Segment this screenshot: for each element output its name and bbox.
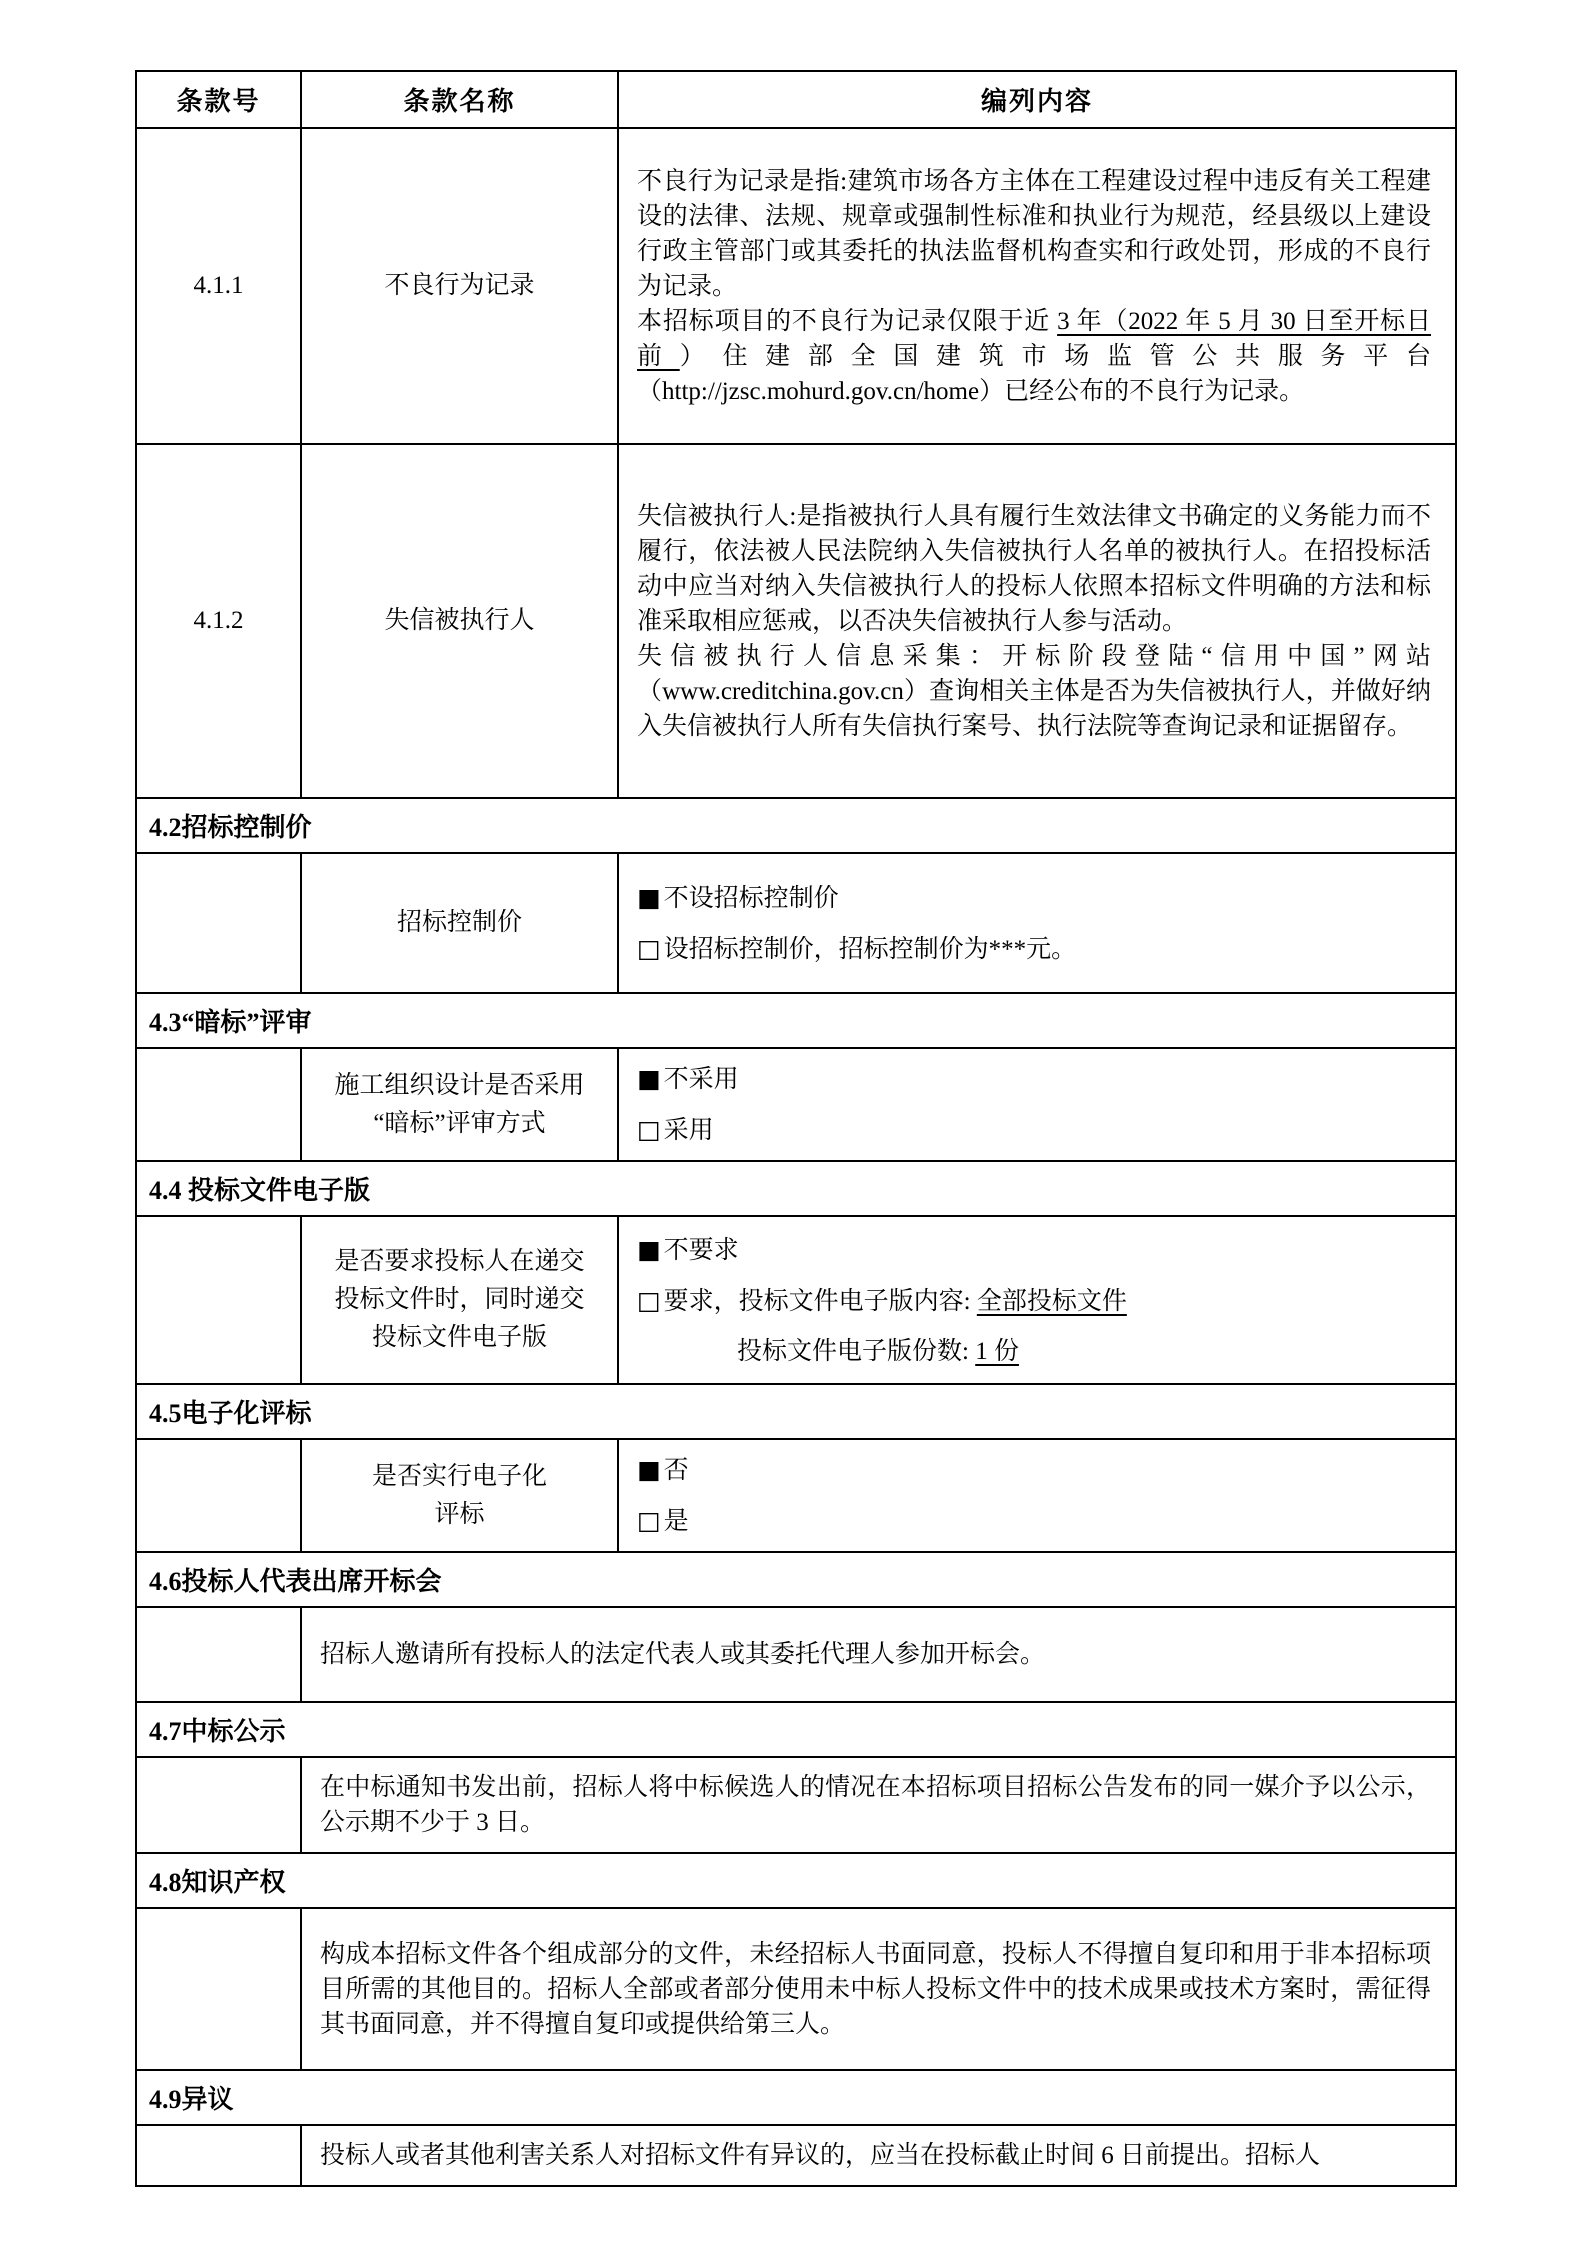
section-row-sec-4.3	[136, 993, 1456, 1048]
text-segment: 不要求	[663, 1236, 739, 1264]
text-segment: 投标人或者其他利害关系人对招标文件有异议的，应当在投标截止时间 6 日前提出。招标人	[320, 2142, 1321, 2169]
option-line	[637, 1452, 1431, 1488]
clause-number: 4.1.2	[136, 444, 301, 798]
section-title: 4.4 投标文件电子版	[136, 1161, 1456, 1216]
label-line: 投标文件时，同时递交	[334, 1286, 585, 1313]
label-line: 是否要求投标人在递交	[334, 1248, 585, 1275]
detail-label	[301, 1439, 618, 1552]
empty-clause-number-cell	[136, 1757, 301, 1853]
section-title: 4.6投标人代表出席开标会	[136, 1552, 1456, 1607]
detail-row-row-4.2	[136, 853, 1456, 993]
text-segment: 构成本招标文件各个组成部分的文件，未经招标人书面同意，投标人不得擅自复印和用于非本招标项目所需的其他目的。招标人全部或者部分使用未中标人投标文件中的技术成果或技术方案时，需征得其书面同意，并不得擅自复印或提供给第三人。	[320, 1940, 1431, 2038]
section-row-sec-4.9	[136, 2070, 1456, 2125]
clause-content	[618, 444, 1456, 798]
clause-content	[618, 128, 1456, 444]
text-segment: 否	[663, 1457, 689, 1484]
detail-row-row-4.3	[136, 1048, 1456, 1161]
label-line: 招标控制价	[396, 909, 522, 936]
merged-row-row-4.7	[136, 1757, 1456, 1853]
section-title: 4.2招标控制价	[136, 798, 1456, 853]
merged-row-row-4.9	[136, 2125, 1456, 2186]
option-line	[637, 1112, 1431, 1148]
text-segment: 要求，投标文件电子版内容:	[663, 1287, 977, 1315]
text-segment: 不设招标控制价	[663, 884, 839, 912]
text-segment: 不采用	[663, 1066, 739, 1093]
section-row-sec-4.8	[136, 1853, 1456, 1908]
paragraph	[320, 1937, 1431, 2042]
detail-row-row-4.4	[136, 1216, 1456, 1384]
underlined-value: 3 年（2022 年 5 月 30 日至开标日前	[637, 307, 1431, 370]
option-line	[637, 880, 1431, 916]
text-segment: 本招标项目的不良行为记录仅限于近	[637, 307, 1058, 335]
text-segment: 失信被执行人:是指被执行人具有履行生效法律文书确定的义务能力而不履行，依法被人民法院纳入失信被执行人名单的被执行人。在招投标活动中应当对纳入失信被执行人的投标人依照本招标文件明确的方法和标准采取相应惩戒，以否决失信被执行人参与活动。	[637, 502, 1431, 635]
paragraph	[320, 1770, 1431, 1840]
paragraph	[320, 1637, 1431, 1672]
text-segment: 投标文件电子版份数:	[737, 1337, 976, 1365]
empty-clause-number-cell	[136, 1607, 301, 1702]
detail-row-row-4.5	[136, 1439, 1456, 1552]
merged-row-row-4.6	[136, 1607, 1456, 1702]
checkbox-checked-icon: ■	[637, 1234, 661, 1264]
checkbox-checked-icon: ■	[637, 1064, 661, 1093]
detail-content	[618, 1439, 1456, 1552]
header-clause-no: 条款号	[136, 71, 301, 128]
paragraph	[637, 304, 1431, 409]
text-segment: 在中标通知书发出前，招标人将中标候选人的情况在本招标项目招标公告发布的同一媒介予以公示，公示期不少于 3 日。	[320, 1774, 1431, 1836]
table-header-row	[136, 71, 1456, 128]
empty-clause-number-cell	[136, 1216, 301, 1384]
label-line: 评标	[434, 1500, 485, 1528]
section-row-sec-4.5	[136, 1384, 1456, 1439]
option-line	[637, 1061, 1431, 1097]
empty-clause-number-cell	[136, 1439, 301, 1552]
section-title: 4.8知识产权	[136, 1853, 1456, 1908]
section-title: 4.7中标公示	[136, 1702, 1456, 1757]
header-content: 编列内容	[618, 71, 1456, 128]
empty-clause-number-cell	[136, 853, 301, 993]
text-segment: 是	[663, 1508, 689, 1535]
checkbox-checked-icon: ■	[637, 1455, 661, 1484]
option-line	[737, 1334, 1431, 1369]
underlined-value: 全部投标文件	[976, 1287, 1127, 1315]
text-segment: 采用	[663, 1117, 714, 1144]
paragraph	[320, 2138, 1431, 2173]
merged-row-row-4.8	[136, 1908, 1456, 2070]
text-segment: ）住建部全国建筑市场监管公共服务平台（http://jzsc.mohurd.gov.cn/home）已经公布的不良行为记录。	[637, 342, 1431, 405]
clause-name: 失信被执行人	[301, 444, 618, 798]
detail-content	[618, 1048, 1456, 1161]
empty-clause-number-cell	[136, 1908, 301, 2070]
option-line	[637, 931, 1431, 967]
merged-content	[301, 2125, 1456, 2186]
section-row-sec-4.2	[136, 798, 1456, 853]
section-row-sec-4.4	[136, 1161, 1456, 1216]
detail-label	[301, 1048, 618, 1161]
merged-content	[301, 1607, 1456, 1702]
paragraph	[637, 639, 1431, 744]
section-row-sec-4.7	[136, 1702, 1456, 1757]
clauses-table	[135, 70, 1457, 2187]
text-segment: 不良行为记录是指:建筑市场各方主体在工程建设过程中违反有关工程建设的法律、法规、规章或强制性标准和执业行为规范，经县级以上建设行政主管部门或其委托的执法监督机构查实和行政处罚，形成的不良行为记录。	[637, 167, 1431, 300]
section-title: 4.3“暗标”评审	[136, 993, 1456, 1048]
merged-content	[301, 1757, 1456, 1853]
empty-clause-number-cell	[136, 1048, 301, 1161]
option-line	[637, 1503, 1431, 1539]
clause-number: 4.1.1	[136, 128, 301, 444]
clause-name: 不良行为记录	[301, 128, 618, 444]
section-title: 4.9异议	[136, 2070, 1456, 2125]
checkbox-unchecked-icon: □	[637, 1506, 661, 1535]
detail-content	[618, 1216, 1456, 1384]
option-line	[637, 1232, 1431, 1268]
label-line: 投标文件电子版	[371, 1324, 547, 1351]
detail-label	[301, 853, 618, 993]
text-segment: 设招标控制价，招标控制价为***元。	[663, 935, 1077, 963]
underlined-value: 1 份	[975, 1337, 1019, 1365]
option-line	[637, 1283, 1431, 1319]
merged-content	[301, 1908, 1456, 2070]
clauses-table-body	[136, 128, 1456, 2186]
detail-content	[618, 853, 1456, 993]
paragraph	[637, 499, 1431, 639]
text-segment: 失信被执行人信息采集：开标阶段登陆“信用中国”网站（www.creditchina.gov.cn）查询相关主体是否为失信被执行人，并做好纳入失信被执行人所有失信执行案号、执行法院等查询记录和证据留存。	[637, 642, 1431, 740]
label-line: 是否实行电子化	[371, 1462, 547, 1490]
text-segment: 招标人邀请所有投标人的法定代表人或其委托代理人参加开标会。	[320, 1641, 1046, 1668]
paragraph	[637, 164, 1431, 304]
empty-clause-number-cell	[136, 2125, 301, 2186]
checkbox-unchecked-icon: □	[637, 933, 661, 963]
clause-row-4.1.2	[136, 444, 1456, 798]
section-title: 4.5电子化评标	[136, 1384, 1456, 1439]
clause-row-4.1.1	[136, 128, 1456, 444]
label-line: “暗标”评审方式	[373, 1109, 546, 1137]
checkbox-unchecked-icon: □	[637, 1115, 661, 1144]
header-clause-name: 条款名称	[301, 71, 618, 128]
section-row-sec-4.6	[136, 1552, 1456, 1607]
detail-label	[301, 1216, 618, 1384]
label-line: 施工组织设计是否采用	[334, 1071, 585, 1099]
checkbox-unchecked-icon: □	[637, 1285, 661, 1315]
checkbox-checked-icon: ■	[637, 882, 661, 912]
